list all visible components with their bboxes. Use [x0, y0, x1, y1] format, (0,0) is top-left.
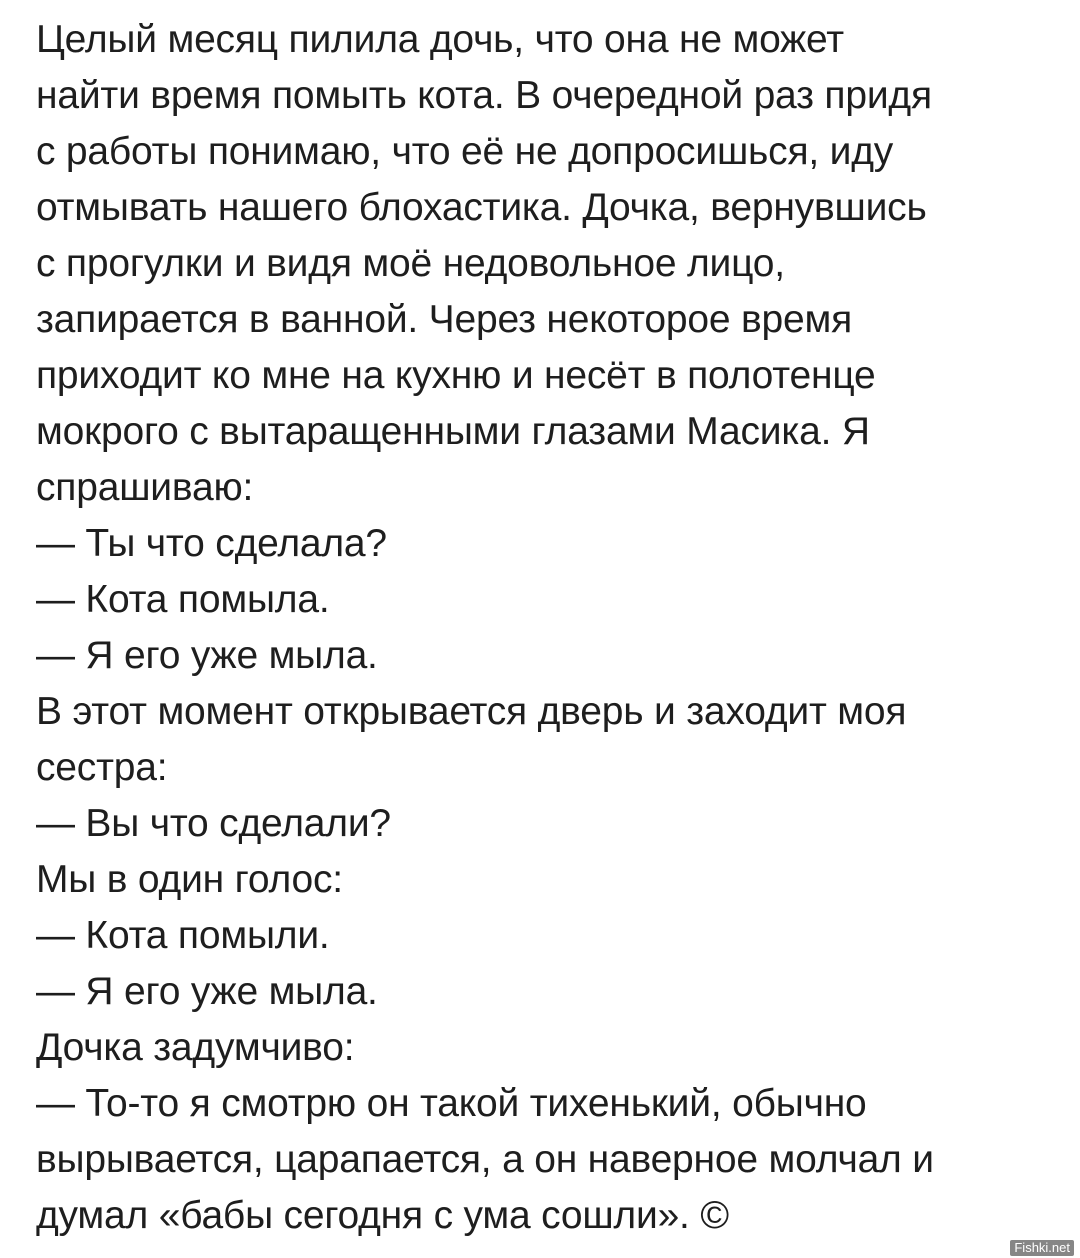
story-line: сестра: [36, 746, 168, 789]
dialogue-line: — Вы что сделали? [36, 802, 391, 845]
story-line: В этот момент открывается дверь и заходит моя [36, 690, 907, 733]
dialogue-line: — Я его уже мыла. [36, 634, 378, 677]
story-line: спрашиваю: [36, 466, 254, 509]
story-line: думал «бабы сегодня с ума сошли». © [36, 1194, 729, 1237]
watermark: Fishki.net [1010, 1240, 1074, 1256]
story-line: запирается в ванной. Через некоторое время [36, 298, 853, 341]
dialogue-line: — То-то я смотрю он такой тихенький, обычно [36, 1082, 867, 1125]
story-line: с работы понимаю, что её не допросишься, иду [36, 130, 894, 173]
story-line: найти время помыть кота. В очередной раз придя [36, 74, 932, 117]
dialogue-line: — Я его уже мыла. [36, 970, 378, 1013]
story-text [36, 12, 1066, 1244]
dialogue-line: — Кота помыла. [36, 578, 330, 621]
story-line: приходит ко мне на кухню и несёт в полотенце [36, 354, 876, 397]
story-line: с прогулки и видя моё недовольное лицо, [36, 242, 785, 285]
story-line: Мы в один голос: [36, 858, 343, 901]
story-line: вырывается, царапается, а он наверное молчал и [36, 1138, 934, 1181]
dialogue-line: — Кота помыли. [36, 914, 330, 957]
dialogue-line: — Ты что сделала? [36, 522, 387, 565]
story-line: отмывать нашего блохастика. Дочка, вернувшись [36, 186, 927, 229]
story-line: мокрого с вытаращенными глазами Масика. Я [36, 410, 870, 453]
story-line: Целый месяц пилила дочь, что она не может [36, 18, 844, 61]
story-line: Дочка задумчиво: [36, 1026, 355, 1069]
